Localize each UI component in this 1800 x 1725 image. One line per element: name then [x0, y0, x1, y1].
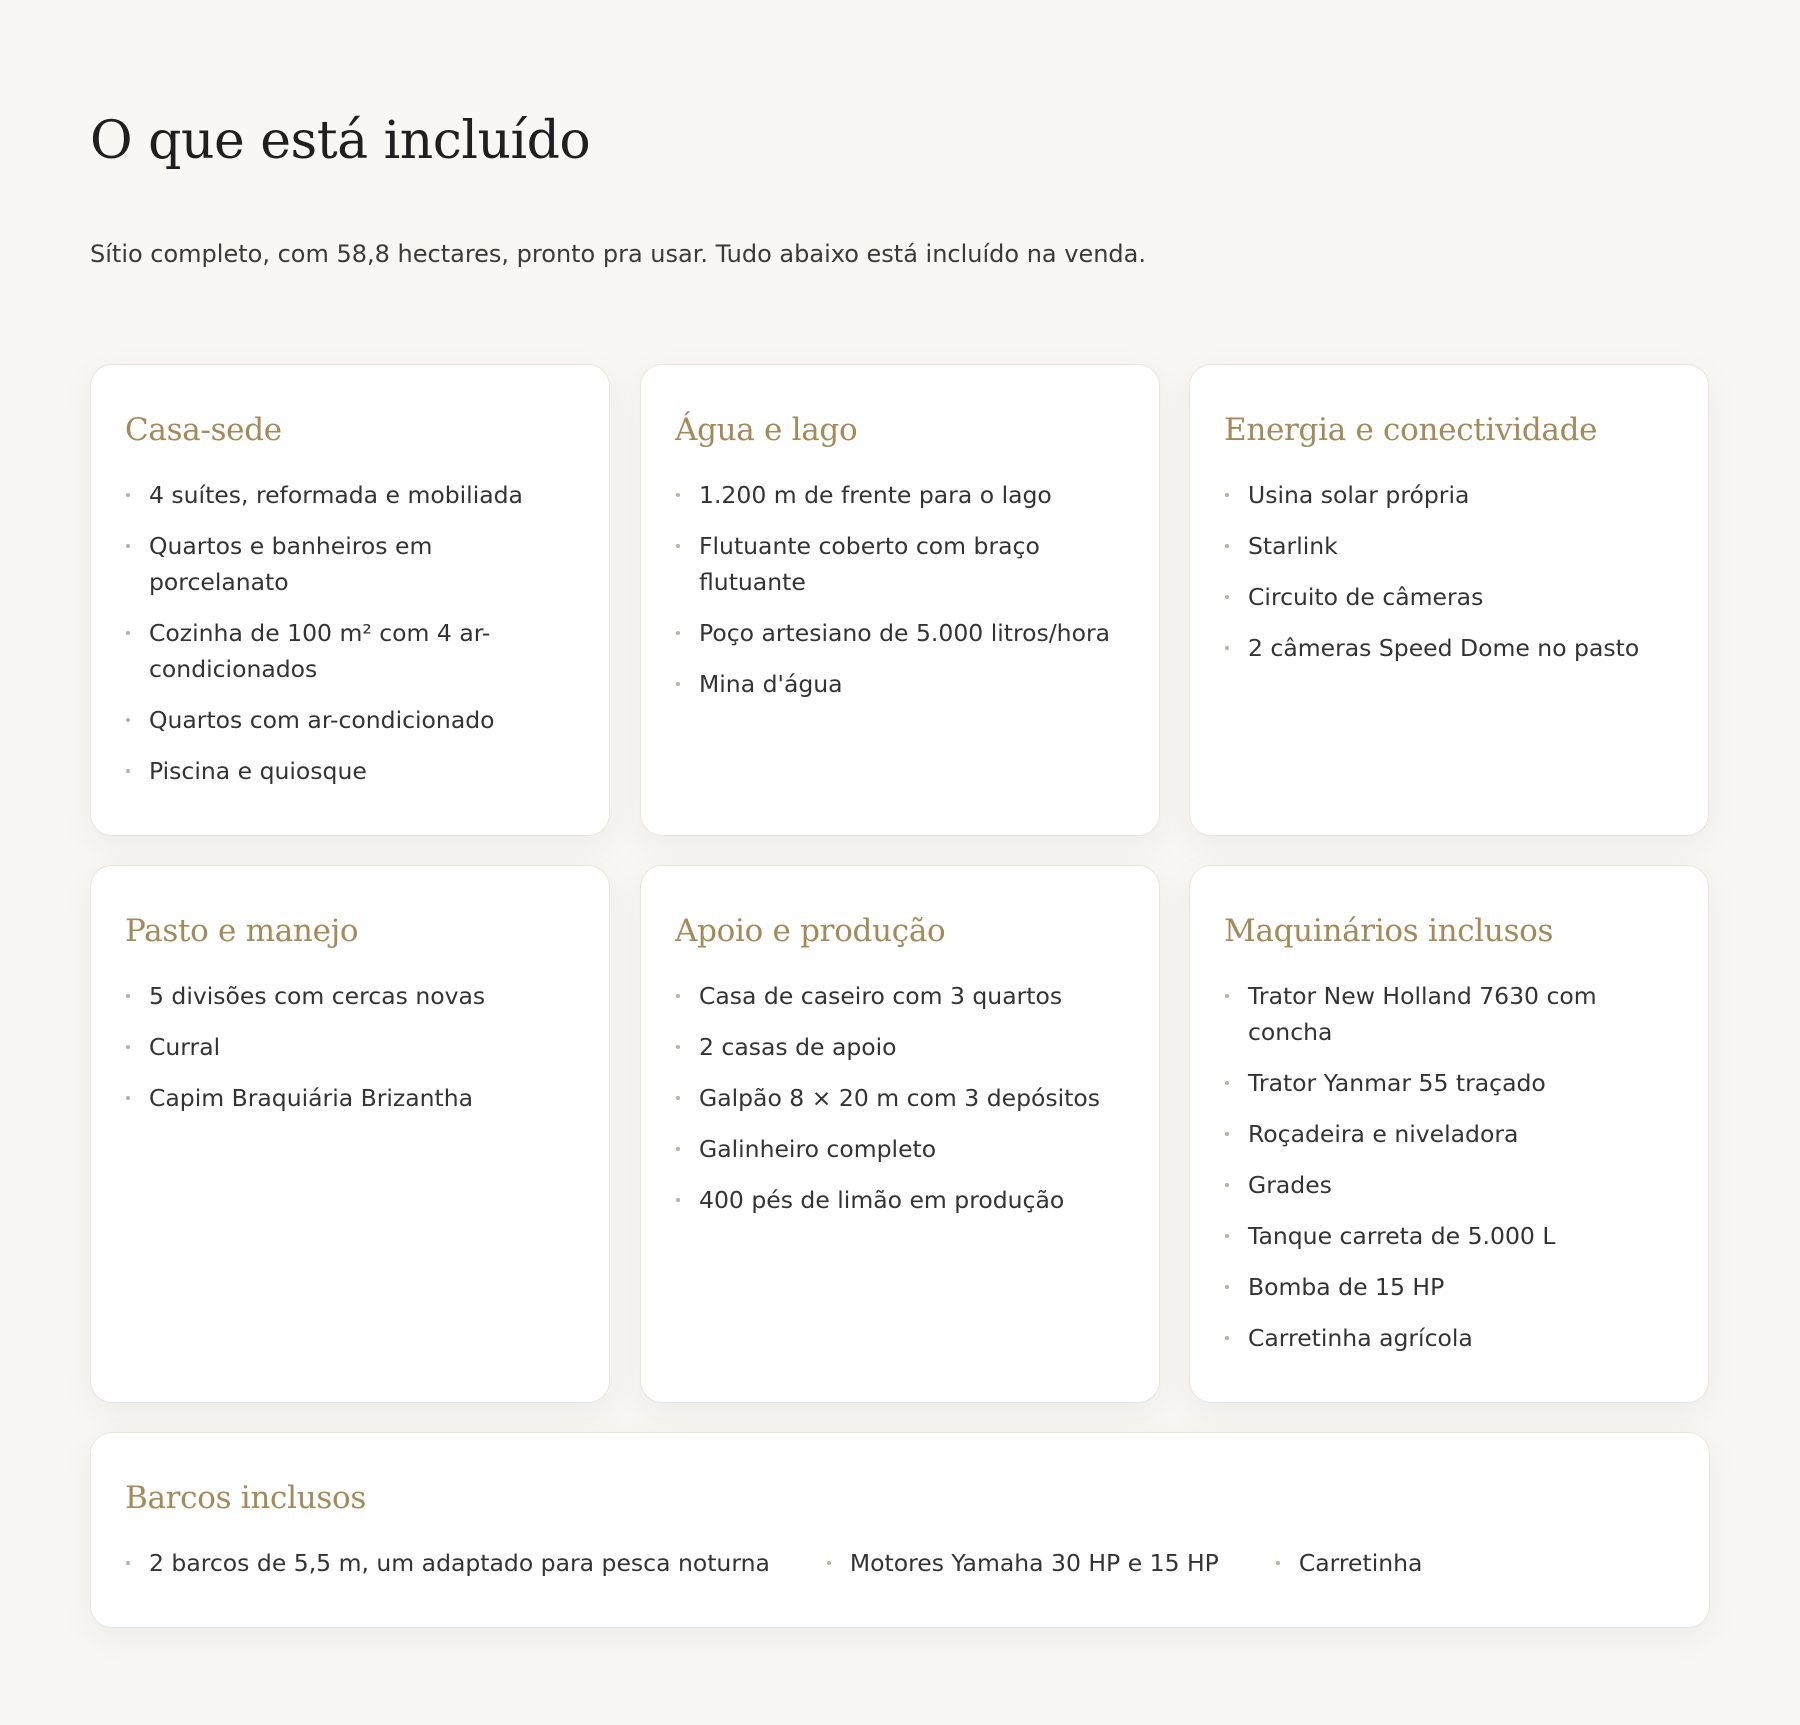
- list-item: Galinheiro completo: [675, 1131, 1125, 1167]
- bullet-dot-icon: [676, 1045, 680, 1049]
- card-title: Maquinários inclusos: [1224, 913, 1554, 949]
- card-apoio-e-producao: [640, 865, 1160, 1403]
- bullet-dot-icon: [126, 544, 130, 548]
- list-item: Bomba de 15 HP: [1224, 1269, 1674, 1305]
- bullet-dot-icon: [1225, 1234, 1229, 1238]
- bullet-dot-icon: [1225, 1132, 1229, 1136]
- list-item: Piscina e quiosque: [125, 753, 575, 789]
- list-item: Quartos com ar-condicionado: [125, 702, 575, 738]
- bullet-dot-icon: [126, 1096, 130, 1100]
- list-item: 2 câmeras Speed Dome no pasto: [1224, 630, 1674, 666]
- list-item: Circuito de câmeras: [1224, 579, 1674, 615]
- list-item: Curral: [125, 1029, 575, 1065]
- item-list: [125, 477, 575, 789]
- card-title: Água e lago: [675, 412, 858, 448]
- card-energia-e-conectividade: [1189, 364, 1709, 836]
- bullet-dot-icon: [676, 1147, 680, 1151]
- card-pasto-e-manejo: [90, 865, 610, 1403]
- bullet-dot-icon: [676, 544, 680, 548]
- bullet-dot-icon: [1225, 646, 1229, 650]
- item-list: [675, 477, 1125, 702]
- bullet-dot-icon: [126, 718, 130, 722]
- item-list: [1224, 978, 1674, 1356]
- bullet-dot-icon: [676, 493, 680, 497]
- bullet-dot-icon: [676, 682, 680, 686]
- list-item: Tanque carreta de 5.000 L: [1224, 1218, 1674, 1254]
- list-item: 5 divisões com cercas novas: [125, 978, 575, 1014]
- bullet-dot-icon: [126, 493, 130, 497]
- bullet-dot-icon: [126, 769, 130, 773]
- bullet-dot-icon: [1276, 1561, 1280, 1565]
- bullet-dot-icon: [1225, 1081, 1229, 1085]
- card-title: Energia e conectividade: [1224, 412, 1598, 448]
- card-agua-e-lago: [640, 364, 1160, 836]
- list-item: Starlink: [1224, 528, 1674, 564]
- bullet-dot-icon: [1225, 1183, 1229, 1187]
- list-item: Grades: [1224, 1167, 1674, 1203]
- card-title: Casa-sede: [125, 412, 282, 448]
- list-item: Casa de caseiro com 3 quartos: [675, 978, 1125, 1014]
- list-item: 2 barcos de 5,5 m, um adaptado para pesca noturna: [125, 1545, 770, 1581]
- card-maquinarios-inclusos: [1189, 865, 1709, 1403]
- card-title: Barcos inclusos: [125, 1480, 366, 1516]
- bullet-dot-icon: [1225, 493, 1229, 497]
- bullet-dot-icon: [1225, 595, 1229, 599]
- list-item: Cozinha de 100 m² com 4 ar-condicionados: [125, 615, 575, 687]
- list-item: Carretinha: [1275, 1545, 1423, 1581]
- section-intro: Sítio completo, com 58,8 hectares, pronto pra usar. Tudo abaixo está incluído na venda.: [90, 240, 1146, 268]
- item-list: [125, 978, 575, 1116]
- bullet-dot-icon: [126, 631, 130, 635]
- item-list: [125, 1545, 1675, 1581]
- bullet-dot-icon: [1225, 994, 1229, 998]
- list-item: 4 suítes, reformada e mobiliada: [125, 477, 575, 513]
- list-item: Carretinha agrícola: [1224, 1320, 1674, 1356]
- bullet-dot-icon: [676, 1096, 680, 1100]
- bullet-dot-icon: [676, 631, 680, 635]
- list-item: Mina d'água: [675, 666, 1125, 702]
- list-item: Trator Yanmar 55 traçado: [1224, 1065, 1674, 1101]
- bullet-dot-icon: [676, 994, 680, 998]
- card-casa-sede: [90, 364, 610, 836]
- list-item: Usina solar própria: [1224, 477, 1674, 513]
- bullet-dot-icon: [1225, 1336, 1229, 1340]
- bullet-dot-icon: [827, 1561, 831, 1565]
- card-title: Apoio e produção: [675, 913, 946, 949]
- section-title: O que está incluído: [90, 111, 591, 171]
- bullet-dot-icon: [126, 1045, 130, 1049]
- list-item: Capim Braquiária Brizantha: [125, 1080, 575, 1116]
- card-title: Pasto e manejo: [125, 913, 359, 949]
- bullet-dot-icon: [126, 994, 130, 998]
- list-item: Flutuante coberto com braço flutuante: [675, 528, 1125, 600]
- list-item: Motores Yamaha 30 HP e 15 HP: [826, 1545, 1219, 1581]
- bullet-dot-icon: [126, 1561, 130, 1565]
- list-item: 400 pés de limão em produção: [675, 1182, 1125, 1218]
- card-barcos-inclusos: [90, 1432, 1710, 1628]
- list-item: Galpão 8 × 20 m com 3 depósitos: [675, 1080, 1125, 1116]
- list-item: Quartos e banheiros em porcelanato: [125, 528, 575, 600]
- list-item: Roçadeira e niveladora: [1224, 1116, 1674, 1152]
- list-item: Trator New Holland 7630 com concha: [1224, 978, 1674, 1050]
- list-item: Poço artesiano de 5.000 litros/hora: [675, 615, 1125, 651]
- item-list: [675, 978, 1125, 1218]
- bullet-dot-icon: [1225, 544, 1229, 548]
- bullet-dot-icon: [1225, 1285, 1229, 1289]
- item-list: [1224, 477, 1674, 666]
- list-item: 1.200 m de frente para o lago: [675, 477, 1125, 513]
- bullet-dot-icon: [676, 1198, 680, 1202]
- list-item: 2 casas de apoio: [675, 1029, 1125, 1065]
